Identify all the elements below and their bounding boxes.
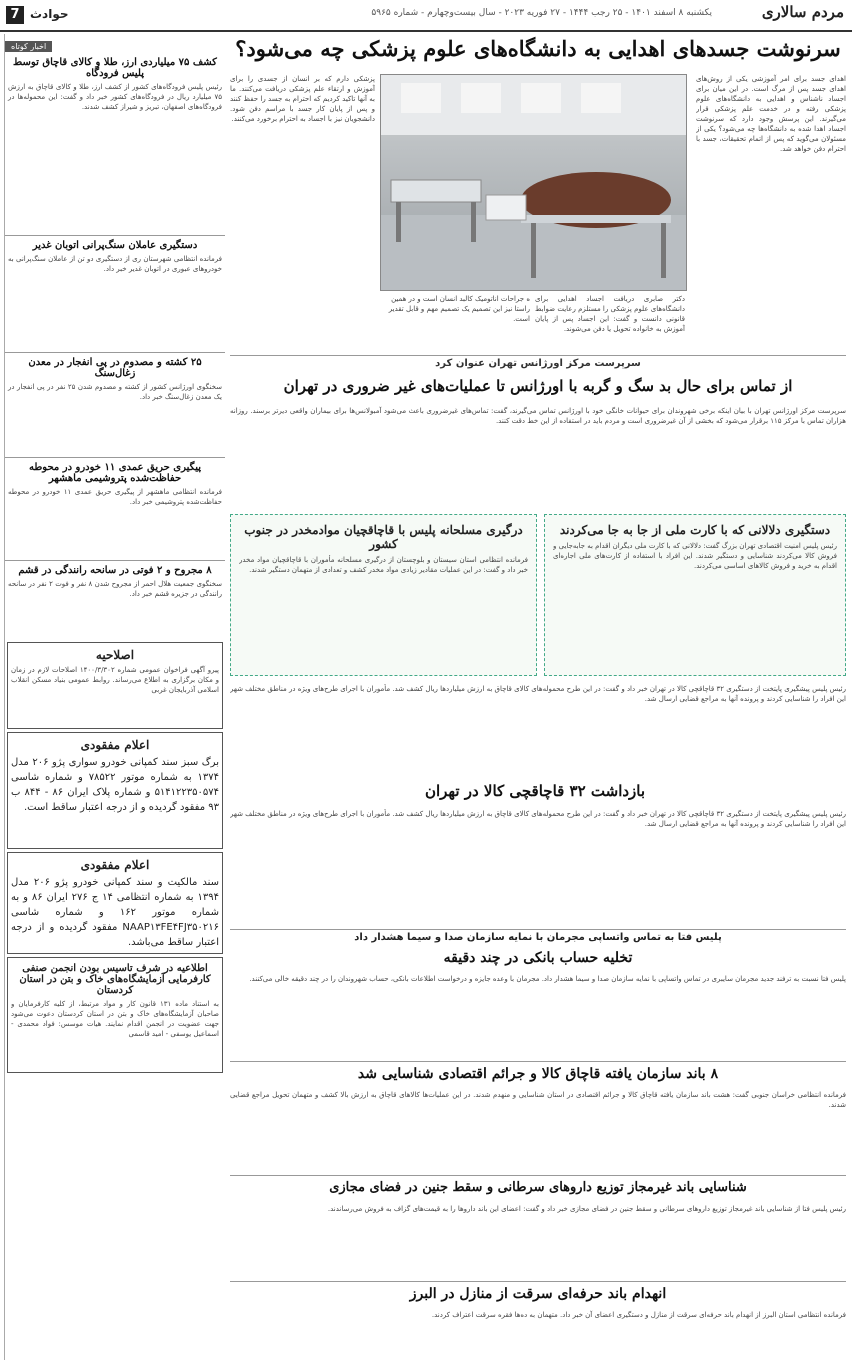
- story4-kicker: پلیس فتا به تماس واتساپی مجرمان با نمایه سازمان صدا و سیما هشدار داد: [354, 932, 722, 943]
- divider: [230, 1281, 846, 1282]
- sidebar-item: [5, 357, 225, 454]
- sidebar-item-title: ۸ مجروح و ۲ فوتی در سانحه رانندگی در قشم: [18, 565, 212, 576]
- ad-title: اعلام مفقودی: [80, 738, 150, 752]
- story4-body: پلیس فتا نسبت به ترفند جدید مجرمان سایبری در تماس واتساپی با نمایه سازمان صدا و سیما هشدار داد. مجرمان با وعده جایزه و درخواست اطلاعات بانکی، حساب شهروندان را در چند دقیقه خالی می‌کنند.: [249, 975, 846, 983]
- story4-title: تخلیه حساب بانکی در چند دقیقه: [443, 950, 633, 966]
- lead-photo: [380, 74, 687, 291]
- masthead: [0, 0, 852, 32]
- story5-title: ۸ باند سازمان یافته قاچاق کالا و جرائم اقتصادی شناسایی شد: [357, 1066, 719, 1082]
- lead-column-3: دکتر صابری دریافت اجساد اهدایی برای دانشگاه‌های علوم پزشکی را مستلزم رعایت ضوابط قانونی دانست و گفت: این اجساد پس از پایان آموزش به خانواده تحویل یا دفن می‌شوند.: [535, 295, 685, 333]
- sidebar-item-title: دستگیری عاملان سنگ‌پرانی اتوبان غدیر: [32, 240, 198, 251]
- box1: [544, 514, 846, 676]
- ad-body: برگ سبز سند کمپانی خودرو سواری پژو ۲۰۶ مدل ۱۳۷۴ به شماره موتور ۷۸۵۲۲ و شماره شاسی ۵۱۴۱۲۲۳۵۰۵۷۴ و شماره پلاک ایران ۸۶ - ۸۴۴ ب ۹۳ مفقود گردیده و از درجه اعتبار ساقط است.: [11, 757, 219, 813]
- story3-body-2: رئیس پلیس پیشگیری پایتخت از دستگیری ۳۲ قاچاقچی کالا در تهران خبر داد و گفت: در این طرح محموله‌های کالای قاچاق به ارزش میلیاردها ریال کشف شد. مأموران با اجرای طرح‌های ویژه در مناطق مختلف شهر این افراد را شناسایی کردند و پرونده آنها به مراجع قضایی ارسال شد.: [230, 810, 846, 828]
- ad-body: سند مالکیت و سند کمپانی خودرو پژو ۲۰۶ مدل ۱۳۹۴ به شماره انتظامی ۱۴ ج ۲۷۶ ایران ۸۶ و به شماره موتور ۱۶۲ و شماره شاسی NAAP۱۳FE۴FJ۳۵۰۲۱۶ مفقود گردیده و از درجه اعتبار ساقط می‌باشد.: [11, 877, 219, 948]
- divider: [230, 929, 846, 930]
- divider: [230, 1061, 846, 1062]
- divider: [230, 355, 846, 356]
- sidebar-item-body: فرمانده انتظامی شهرستان ری از دستگیری دو تن از عاملان سنگ‌پرانی به خودروهای عبوری در اتوبان غدیر خبر داد.: [8, 255, 222, 273]
- story6-body: رئیس پلیس فتا از شناسایی باند غیرمجاز توزیع داروهای سرطانی و سقط جنین در فضای مجازی خبر داد و گفت: اعضای این باند داروها را به قیمت‌های گزاف به فروش می‌رساندند.: [327, 1205, 846, 1213]
- ad-lost-1: [7, 732, 223, 849]
- lead-photo-caption: ه جراحات اناتومیک کالبد انسان است و در همین راستا نیز این تصمیم یک تصمیم مهم و قابل تقدیر است.: [388, 295, 530, 323]
- lead-title: سرنوشت جسدهای اهدایی به دانشگاه‌های علوم پزشکی چه می‌شود؟: [235, 36, 841, 61]
- story5-body: فرمانده انتظامی خراسان جنوبی گفت: هشت باند سازمان یافته قاچاق کالا و جرائم اقتصادی در استان شناسایی و منهدم شدند. در این عملیات‌ها کالاهای قاچاق به ارزش بالا کشف و متهمان تحویل مراجع قضایی شدند.: [230, 1091, 846, 1109]
- box1-body: رئیس پلیس امنیت اقتصادی تهران بزرگ گفت: دلالانی که با کارت ملی دیگران اقدام به جابه‌جایی و فروش کالا می‌کردند شناسایی و دستگیر شدند. این افراد با استفاده از کارت‌های ملی اجاره‌ای اقدام به خرید و فروش کالاهای اساسی می‌کردند.: [553, 542, 837, 570]
- box2-body: فرمانده انتظامی استان سیستان و بلوچستان از درگیری مسلحانه مأموران با قاچاقچیان مواد مخدر خبر داد و گفت: در این عملیات مقادیر زیادی مواد مخدر کشف و تعدادی از متهمان دستگیر شدند.: [239, 556, 528, 574]
- issue-meta: یکشنبه ۸ اسفند ۱۴۰۱ - ۲۵ رجب ۱۴۴۴ - ۲۷ فوریه ۲۰۲۳ - سال بیست‌وچهارم - شماره ۵۹۶۵: [371, 8, 712, 18]
- story2-kicker: سرپرست مرکز اورژانس تهران عنوان کرد: [435, 358, 641, 369]
- sidebar-item: [5, 240, 225, 349]
- sidebar-item: [5, 57, 225, 232]
- sidebar-item-body: رئیس پلیس فرودگاه‌های کشور از کشف ارز، طلا و کالای قاچاق به ارزش ۷۵ میلیارد ریال در فرودگاه‌های کشور خبر داد و گفت: این محموله‌ها در فرودگاه‌های اصفهان، تبریز و شیراز کشف شدند.: [8, 83, 222, 111]
- ad-title: اطلاعیه در شرف تاسیس بودن انجمن صنفی کارفرمایی آزمایشگاه‌های خاک و بتن در استان کردستان: [19, 963, 211, 996]
- sidebar-item: [5, 565, 225, 639]
- story6-title: شناسایی باند غیرمجاز توزیع داروهای سرطانی و سقط جنین در فضای مجازی: [329, 1180, 747, 1195]
- sidebar: [4, 34, 225, 1360]
- main-content: [230, 34, 846, 1360]
- sidebar-item-title: ۲۵ کشته و مصدوم در پی انفجار در معدن زغال‌سنگ: [28, 357, 202, 379]
- story2-title: از تماس برای حال بد سگ و گربه با اورژانس تا عملیات‌های غیر ضروری در تهران: [283, 377, 793, 395]
- page-number: 7: [6, 6, 24, 24]
- divider: [230, 1175, 846, 1176]
- box1-title: دستگیری دلالانی که با کارت ملی از جا به جا می‌کردند: [559, 523, 831, 537]
- box2: [230, 514, 537, 676]
- ad-correction: [7, 642, 223, 729]
- ad-title: اعلام مفقودی: [80, 858, 150, 872]
- story3-title: بازداشت ۳۲ قاچاقچی کالا در تهران: [424, 782, 646, 800]
- brand-title: مردم سالاری: [761, 3, 844, 21]
- sidebar-item-body: سخنگوی اورژانس کشور از کشته و مصدوم شدن ۲۵ نفر در پی انفجار در یک معدن زغال‌سنگ خبر داد.: [8, 383, 222, 401]
- box2-title: درگیری مسلحانه پلیس با قاچاقچیان موادمخدر در جنوب کشور: [244, 523, 523, 551]
- ad-body: پیرو آگهی فراخوان عمومی شماره ۱۴۰۰/۳/۳۰۲ اصلاحات لازم در زمان و مکان برگزاری به اطلاع می‌رساند. روابط عمومی بنیاد مسکن انقلاب اسلامی آذربایجان غربی: [11, 666, 219, 694]
- section-title: حوادث: [30, 7, 69, 21]
- lead-column-1: اهدای جسد برای امر آموزشی یکی از روش‌های اهدای جسد پس از مرگ است. در این میان برای اجساد ناشناس و اهدایی به دانشگاه‌های علوم پزشکی رفته و در خدمت علم پزشکی قرار می‌گیرند. این پرسش وجود دارد که سرنوشت اجساد اهدا شده به دانشگاه‌ها چه می‌شود؟ یکی از مسئولان می‌گوید که پس از اتمام تحقیقات، جسد با احترام دفن خواهد شد.: [696, 75, 846, 153]
- sidebar-item-body: سخنگوی جمعیت هلال احمر از مجروح شدن ۸ نفر و فوت ۲ نفر در سانحه رانندگی در جزیره قشم خبر داد.: [8, 580, 222, 598]
- story7-title: انهدام باند حرفه‌ای سرقت از منازل در البرز: [409, 1286, 667, 1302]
- sidebar-item-body: فرمانده انتظامی ماهشهر از پیگیری حریق عمدی ۱۱ خودرو در محوطه حفاظت‌شده پتروشیمی خبر داد.: [8, 488, 222, 506]
- story3-body: رئیس پلیس پیشگیری پایتخت از دستگیری ۳۲ قاچاقچی کالا در تهران خبر داد و گفت: در این طرح محموله‌های کالای قاچاق به ارزش میلیاردها ریال کشف شد. مأموران با اجرای طرح‌های ویژه در مناطق مختلف شهر این افراد را شناسایی کردند و پرونده آنها به مراجع قضایی ارسال شد.: [230, 685, 846, 703]
- sidebar-item-title: کشف ۷۵ میلیاردی ارز، طلا و کالای قاچاق توسط پلیس فرودگاه: [13, 57, 217, 79]
- story7-body: فرمانده انتظامی استان البرز از انهدام باند حرفه‌ای سرقت از منازل و دستگیری اعضای آن خبر داد. متهمان به ده‌ها فقره سرقت اعتراف کردند.: [431, 1311, 846, 1319]
- ad-title: اصلاحیه: [95, 648, 135, 662]
- sidebar-item: [5, 462, 225, 557]
- ad-announcement: [7, 957, 223, 1073]
- ad-lost-2: [7, 852, 223, 954]
- sidebar-item-title: پیگیری حریق عمدی ۱۱ خودرو در محوطه حفاظت‌شده پتروشیمی ماهشهر: [28, 462, 201, 484]
- sidebar-label: اخبار کوتاه: [5, 41, 52, 52]
- ad-body: به استناد ماده ۱۳۱ قانون کار و مواد مرتبط، از کلیه کارفرمایان و صاحبان آزمایشگاه‌های خاک و بتن در استان کردستان دعوت می‌شود جهت عضویت در انجمن اقدام نمایند. هیات موسس: فواد محمدی - اسماعیل یوسفی - امید قاسمی: [11, 1000, 219, 1038]
- morgue-image: [381, 75, 686, 290]
- story2-body: سرپرست مرکز اورژانس تهران با بیان اینکه برخی شهروندان برای حیوانات خانگی خود با اورژانس تماس می‌گیرند، گفت: تماس‌های غیرضروری باعث می‌شود آمبولانس‌ها برای بیماران واقعی دیرتر برسند. روزانه هزاران تماس با مرکز ۱۱۵ برقرار می‌شود که بخشی از آن غیرضروری است و مردم باید در استفاده از این خط دقت کنند.: [230, 407, 846, 425]
- lead-column-2: پزشکی دارم که بر انسان از جسدی را برای آموزش و ارتقاء علم پزشکی دریافت می‌کنند. ما به آنها تاکید کردیم که احترام به جسد را حفظ کنند و پس از پایان کار جسد با مراسم دفن شود. دانشجویان نیز با اجساد به احترام برخورد می‌کنند.: [230, 75, 375, 123]
